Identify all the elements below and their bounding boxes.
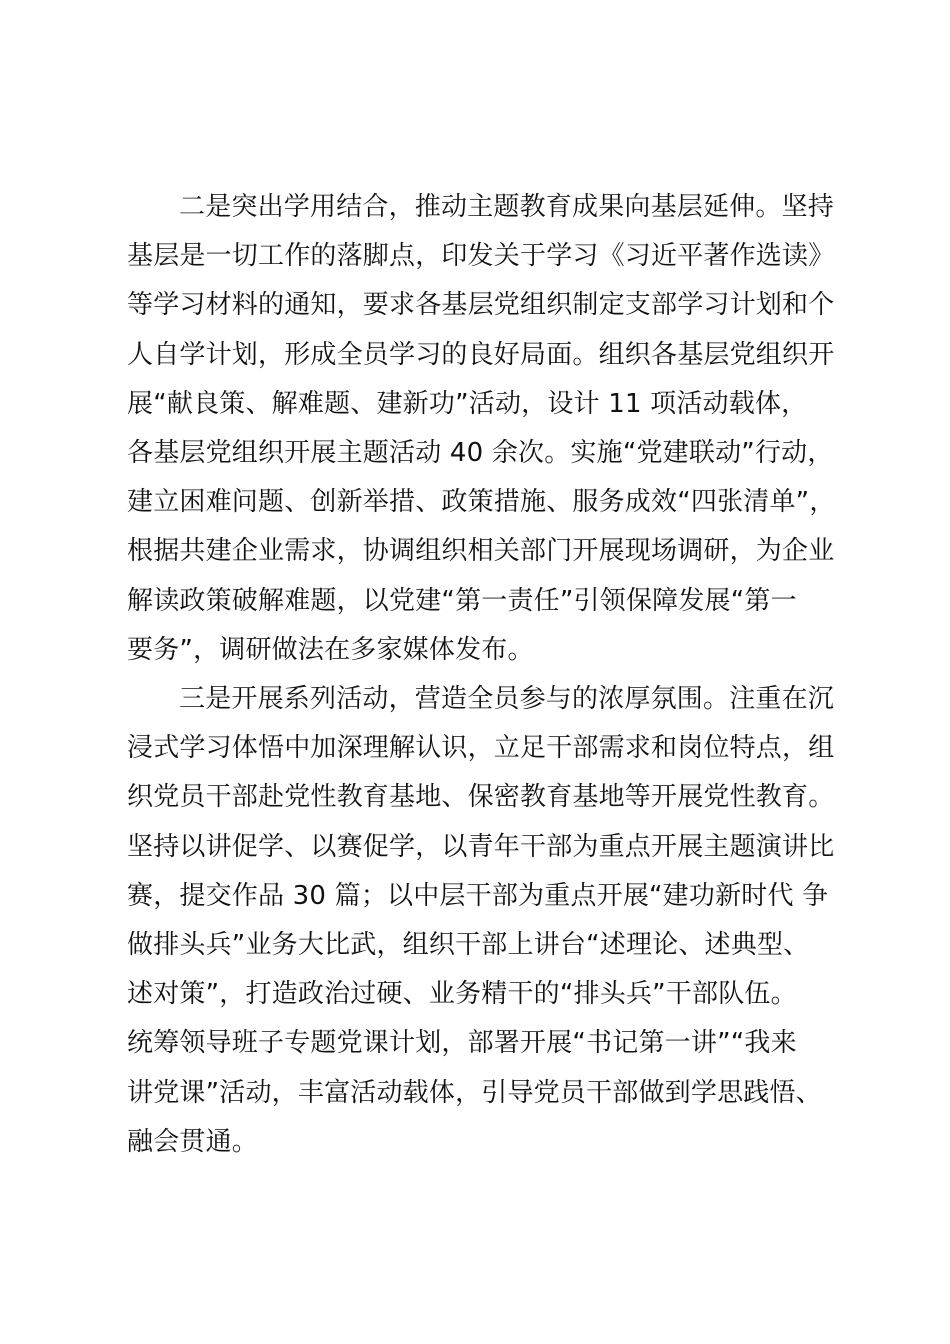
text-line: 二是突出学用结合，推动主题教育成果向基层延伸。坚持 [179,192,835,222]
text-line: 基层是一切工作的落脚点，印发关于学习《习近平著作选读》 [127,241,835,272]
text-line: 织党员干部赴党性教育基地、保密教育基地等开展党性教育。 [127,782,835,813]
paragraph-3 [127,675,835,1167]
text-line: 做排头兵”业务大比武，组织干部上讲台“述理论、述典型、 [127,930,810,961]
document-body [127,183,836,1167]
text-line: 讲党课”活动，丰富活动载体，引导党员干部做到学思践悟、 [127,1077,822,1108]
text-line: 展“献良策、解难题、建新功”活动，设计 11 项活动载体， [127,388,808,419]
text-line: 建立困难问题、创新举措、政策措施、服务成效“四张清单”， [127,487,836,518]
paragraph-2 [127,183,836,675]
text-line: 等学习材料的通知，要求各基层党组织制定支部学习计划和个 [127,290,835,321]
text-line: 根据共建企业需求，协调组织相关部门开展现场调研，为企业 [127,536,835,567]
text-line: 人自学计划，形成全员学习的良好局面。组织各基层党组织开 [127,339,835,370]
text-line: 统筹领导班子专题党课计划，部署开展“书记第一讲”“我来 [127,1028,797,1059]
text-line: 三是开展系列活动，营造全员参与的浓厚氛围。注重在沉 [179,684,835,715]
text-line: 解读政策破解难题，以党建“第一责任”引领保障发展“第一 [127,585,797,616]
text-line: 赛，提交作品 30 篇；以中层干部为重点开展“建功新时代 争 [127,880,829,911]
text-line: 融会贯通。 [127,1126,259,1157]
text-line: 各基层党组织开展主题活动 40 余次。实施“党建联动”行动， [127,438,834,469]
text-line: 坚持以讲促学、以赛促学，以青年干部为重点开展主题演讲比 [127,831,835,862]
text-line: 要务”，调研做法在多家媒体发布。 [127,634,534,665]
text-line: 述对策”，打造政治过硬、业务精干的“排头兵”干部队伍。 [127,979,797,1010]
text-line: 浸式学习体悟中加深理解认识，立足干部需求和岗位特点，组 [127,733,835,764]
